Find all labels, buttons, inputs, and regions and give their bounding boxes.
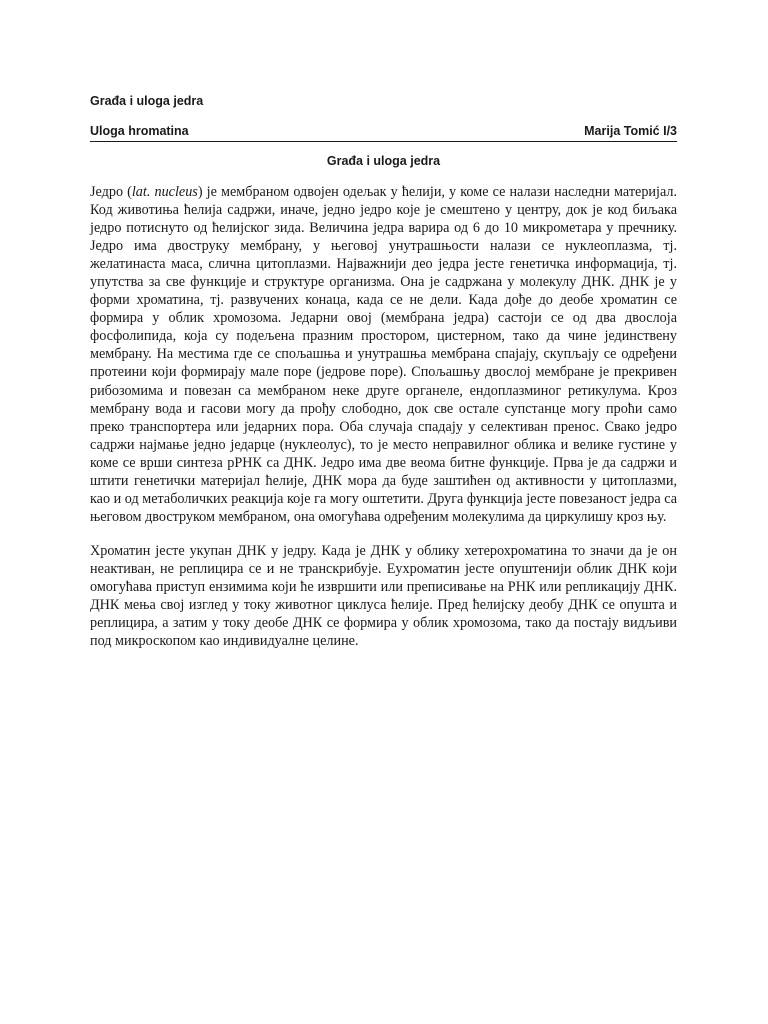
- section-title: Građa i uloga jedra: [326, 154, 441, 168]
- header-author: Marija Tomić I/3: [584, 124, 677, 138]
- paragraph-2: Хроматин јесте укупан ДНК у једру. Када је ДНК у облику хетерохроматина то значи да је он неактиван, не реплицира се и не транскрибује. Еухроматин јесте опуштенији облик ДНК који омогућава приступ ензимима који ће извршити или преписивање на РНК или репликацију ДНК. ДНК мења свој изглед у току животног циклуса ћелије. Пред ћелијску деобу ДНК се опушта и реплицира, а затим у току деобе ДНК се формира у облик хромозома, тако да постају видљиви под микроскопом као индивидуалне целине.: [90, 542, 677, 650]
- document-title: Građa i uloga jedra: [90, 94, 204, 108]
- header-subject: Uloga hromatina: [90, 124, 189, 138]
- paragraph-1: [90, 183, 677, 526]
- paragraph-1-start: Једро (: [90, 184, 132, 200]
- document-body: [90, 183, 677, 650]
- paragraph-1-rest: ) је мембраном одвојен одељак у ћелији, у коме се налази наследни материјал. Код животиња ћелија садржи, иначе, једно једро које је смештено у центру, док је код биљака једро потиснуто од ћелијског зида. Величина једра варира од 6 до 10 микрометара у пречнику. Једро има двоструку мембрану, у његовој унутрашњости налази се нуклеоплазма, тј. желатинаста маса, слична цитоплазми. Најважнији део једра јесте генетичка информација, тј. упутства за све функције и структуре организма. Она је садржана у молекулу ДНК. ДНК је у форми хроматина, тј. развучених конаца, када се не дели. Када дође до деобе хроматин се формира у облик хромозома. Једарни овој (мембрана једра) састоји се од два двослоја фосфолипида, која су подељена празним простором, цистерном, тако да чине јединствену мембрану. На местима где се спољашња и унутрашња мембрана спајају, скупљају се одређени протеини који формирају мале поре (једрове поре). Спољашњу двослој мембране је прекривен рибозомима и повезан са мембраном неке друге органеле, ендоплазминог ретикулума. Кроз мембрану вода и гасови могу да прођу слободно, док све остале супстанце могу проћи само преко транспортера или једарних пора. Оба случаја спадају у селективан пренос. Свако једро садржи најмање једно једарце (нуклеолус), то је место неправилног облика и велике густине у коме се врши синтеза рРНК са ДНК. Једро има две веома битне функције. Прва је да садржи и штити генетички материјал ћелије, ДНК мора да буде заштићен од активности у цитоплазми, као и од метаболичких реакција које га могу оштетити. Друга функција јесте повезаност једра са његовом двоструком мембраном, она омогућава одређеним молекулима да циркулишу кроз њу.: [90, 184, 678, 525]
- document-page: [90, 0, 677, 1024]
- header-divider: [90, 141, 677, 142]
- document-header: [90, 124, 677, 140]
- latin-term: lat. nucleus: [131, 184, 198, 200]
